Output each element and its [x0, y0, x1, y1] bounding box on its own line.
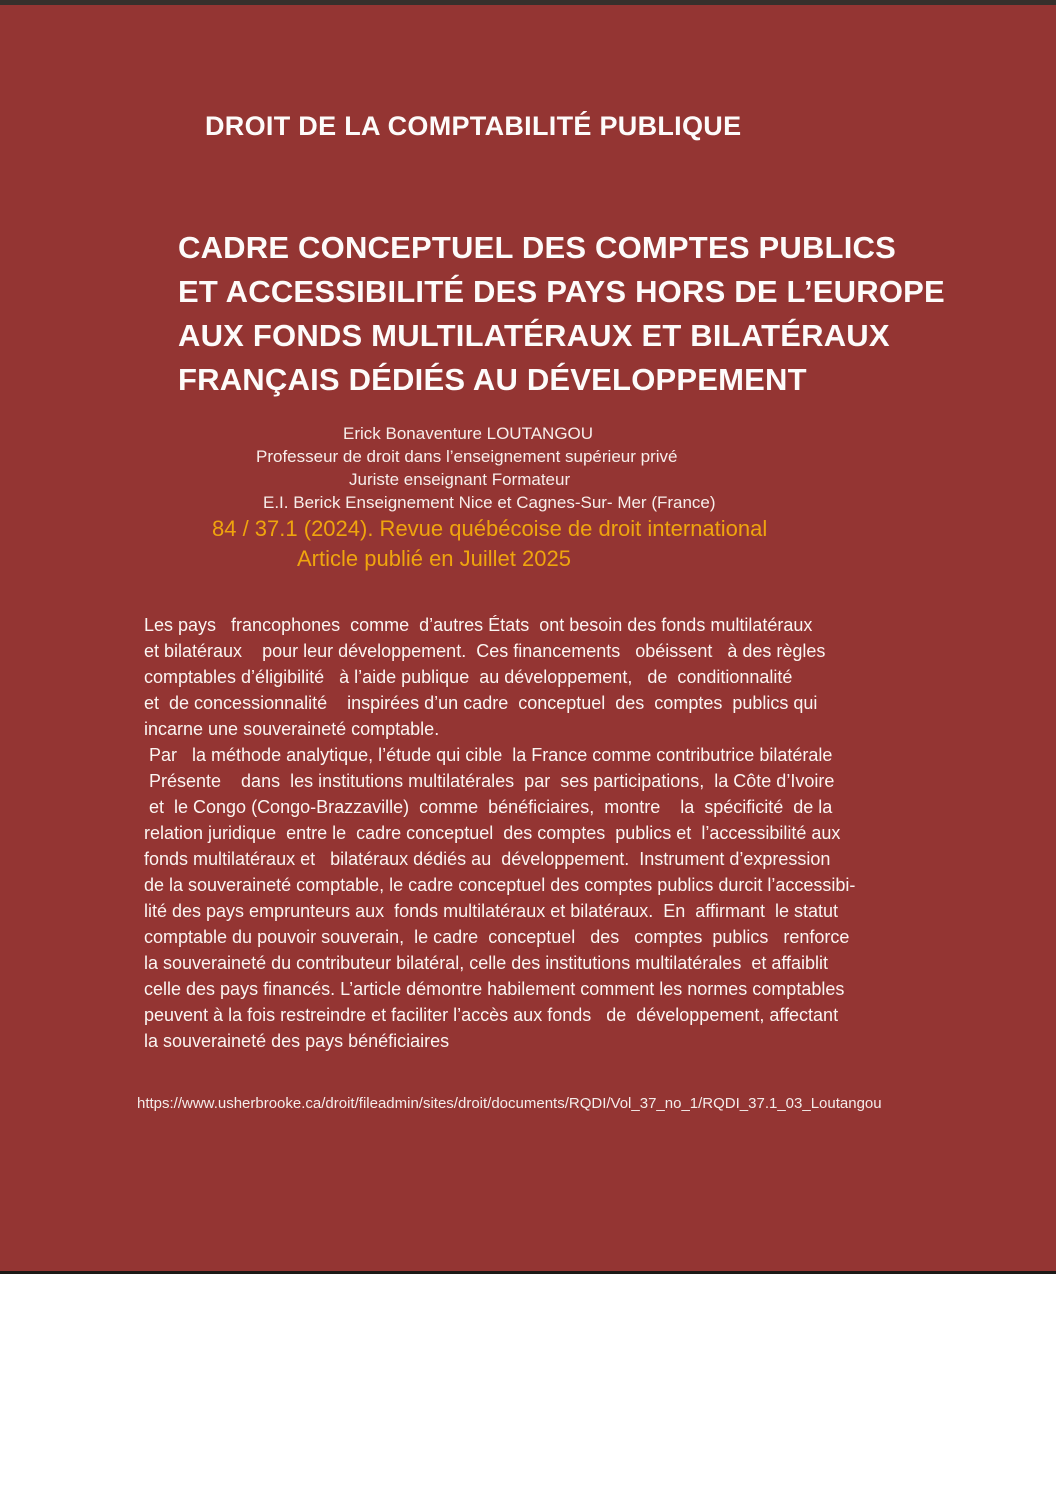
article-title — [178, 226, 1056, 402]
abstract-line: Par la méthode analytique, l’étude qui cible la France comme contributrice bilatérale — [144, 745, 833, 765]
abstract-line: peuvent à la fois restreindre et faciliter l’accès aux fonds de développement, affectant — [144, 1005, 839, 1025]
abstract-line: lité des pays emprunteurs aux fonds multilatéraux et bilatéraux. En affirmant le statut — [144, 901, 839, 921]
abstract-line: comptables d’éligibilité à l’aide publique au développement, de conditionnalité — [144, 667, 793, 687]
page-bottom-whitespace — [0, 1274, 1056, 1494]
series-title: DROIT DE LA COMPTABILITÉ PUBLIQUE — [205, 111, 742, 141]
article-title-line-3: AUX FONDS MULTILATÉRAUX ET BILATÉRAUX — [178, 318, 890, 353]
article-title-line-2: ET ACCESSIBILITÉ DES PAYS HORS DE L’EUROPE — [178, 274, 945, 309]
journal-reference: 84 / 37.1 (2024). Revue québécoise de droit international — [212, 516, 768, 541]
author-affiliation: E.I. Berick Enseignement Nice et Cagnes-Sur- Mer (France) — [263, 493, 716, 512]
author-role-secondary: Juriste enseignant Formateur — [349, 470, 571, 489]
abstract-line: la souveraineté des pays bénéficiaires — [144, 1031, 450, 1051]
author-role: Professeur de droit dans l’enseignement supérieur privé — [256, 447, 678, 466]
abstract-line: et bilatéraux pour leur développement. Ces financements obéissent à des règles — [144, 641, 826, 661]
abstract-line: comptable du pouvoir souverain, le cadre conceptuel des comptes publics renforce — [144, 927, 850, 947]
abstract-line: celle des pays financés. L’article démontre habilement comment les normes comptables — [144, 979, 845, 999]
author-block — [0, 422, 1056, 514]
abstract-line: de la souveraineté comptable, le cadre conceptuel des comptes publics durcit l’accessibi- — [144, 875, 856, 895]
abstract-line: et le Congo (Congo-Brazzaville) comme bénéficiaires, montre la spécificité de la — [144, 797, 833, 817]
article-title-line-4: FRANÇAIS DÉDIÉS AU DÉVELOPPEMENT — [178, 362, 807, 397]
abstract-line: la souveraineté du contributeur bilatéral, celle des institutions multilatérales et affaiblit — [144, 953, 829, 973]
source-url: https://www.usherbrooke.ca/droit/fileadmin/sites/droit/documents/RQDI/Vol_37_no_1/RQDI_37.1_03_Loutangou — [137, 1095, 882, 1112]
abstract — [144, 612, 1036, 1054]
publication-date-note: Article publié en Juillet 2025 — [297, 546, 571, 571]
abstract-line: relation juridique entre le cadre conceptuel des comptes publics et l’accessibilité aux — [144, 823, 841, 843]
abstract-line: et de concessionnalité inspirées d’un cadre conceptuel des comptes publics qui — [144, 693, 818, 713]
abstract-line: Les pays francophones comme d’autres États ont besoin des fonds multilatéraux — [144, 615, 813, 635]
publication-block — [0, 514, 1056, 574]
abstract-line: incarne une souveraineté comptable. — [144, 719, 440, 739]
author-name: Erick Bonaventure LOUTANGOU — [343, 424, 594, 443]
article-title-line-1: CADRE CONCEPTUEL DES COMPTES PUBLICS — [178, 230, 896, 265]
abstract-line: fonds multilatéraux et bilatéraux dédiés au développement. Instrument d’expression — [144, 849, 831, 869]
abstract-line: Présente dans les institutions multilatérales par ses participations, la Côte d’Ivoire — [144, 771, 835, 791]
